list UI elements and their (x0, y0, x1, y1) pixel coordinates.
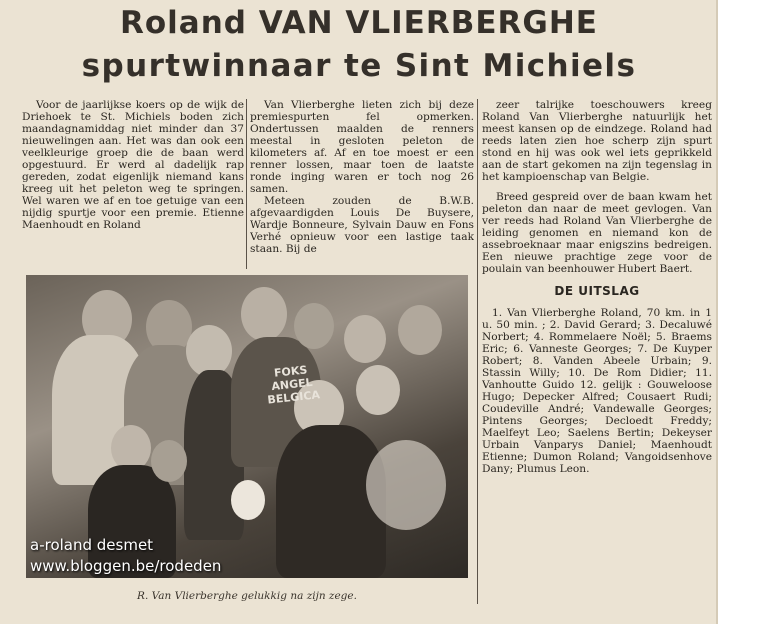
face-shape (356, 365, 400, 415)
article-column-2 (250, 99, 474, 269)
face-shape (366, 440, 446, 530)
face-shape (241, 287, 287, 341)
watermark-url: www.bloggen.be/rodeden (30, 557, 222, 575)
winner-photo (26, 275, 468, 578)
face-shape (151, 440, 187, 482)
column-1-paragraph: Voor de jaarlijkse koers op de wijk de Driehoek te St. Michiels boden zich maandagnamiddag niet minder dan 37 nieuwelingen aan. Het was dan ook een veelkleurige groep die de baan werd opgestuurd. Er werd al dadelijk rap gereden, zodat eigenlijk niemand kans kreeg uit het peleton weg te springen. Wel waren we af en toe getuige van een nijdig spurtje voor een premie. Etienne Maenhoudt en Roland (22, 99, 244, 231)
jersey-line: ANGEL (270, 375, 314, 394)
results-text: 1. Van Vlierberghe Roland, 70 km. in 1 u. 50 min. ; 2. David Gerard; 3. Decaluwé Norbert; 4. Rommelaere Noël; 5. Braems Eric; 6. Vanneste Georges; 7. De Kuyper Robert; 8. Vanden Abeele Urbain; 9. Stassin Willy; 10. De Rom Didier; 11. Vanhoutte Guido 12. gelijk : Gouweloose Hugo; Depecker Alfred; Cousaert Rudi; Coudeville André; Vandewalle Georges; Pintens Georges; Decloedt Freddy; Maelfeyt Leo; Saelens Bertin; Dekeyser Urbain Vanparys Daniel; Maenhoudt Etienne; Dumon Roland; Vangoidsenhove Dany; Plumus Leon. (482, 307, 712, 475)
column-3-paragraph-1: zeer talrijke toeschouwers kreeg Roland Van Vlierberghe natuurlijk het meest kansen op de eindzege. Roland had reeds laten zien hoe scherp zijn spurt stond en hij was ook wel iets geprikkeld aan de start gekomen na zijn tegenslag in het kampioenschap van Belgie. (482, 99, 712, 183)
column-2-paragraph-2: Meteen zouden de B.W.B. afgevaardigden Louis De Buysere, Wardje Bonneure, Sylvain Dauw en Fons Verhé opnieuw voor een lastige taak staan. Bij de (250, 195, 474, 255)
watermark-author: a-roland desmet (30, 536, 154, 554)
photo-caption: R. Van Vlierberghe gelukkig na zijn zege. (137, 590, 357, 602)
face-shape (294, 303, 334, 349)
face-shape (398, 305, 442, 355)
column-2-paragraph-1: Van Vlierberghe lieten zich bij deze premiespurten fel opmerken. Ondertussen maalden de renners meestal in gesloten peleton de kilometers af. Af en toe moest er een renner lossen, maar toen de laatste ronde inging waren er toch nog 26 samen. (250, 99, 474, 195)
jersey-lettering (264, 362, 320, 406)
article-column-1 (22, 99, 244, 269)
headline-subtitle: spurtwinnaar te Sint Michiels (81, 48, 637, 84)
column-divider (246, 99, 247, 269)
jersey-line: BELGICA (266, 388, 321, 407)
column-3-paragraph-2: Breed gespreid over de baan kwam het peleton dan naar de meet gevlogen. Van ver reeds had Roland Van Vlierberghe de leiding genomen en niemand kon de assebroeknaar maar enigszins bedreigen. Een nieuwe prachtige zege voor de poulain van beenhouwer Hubert Baert. (482, 191, 712, 275)
face-shape (344, 315, 386, 363)
article-column-3 (482, 99, 712, 604)
jersey-line: FOKS (273, 363, 308, 380)
column-divider (477, 99, 478, 604)
results-list (482, 307, 712, 475)
headline-name: Roland VAN VLIERBERGHE (120, 5, 598, 41)
results-heading: DE UITSLAG (554, 284, 640, 298)
bouquet-shape (231, 480, 265, 520)
